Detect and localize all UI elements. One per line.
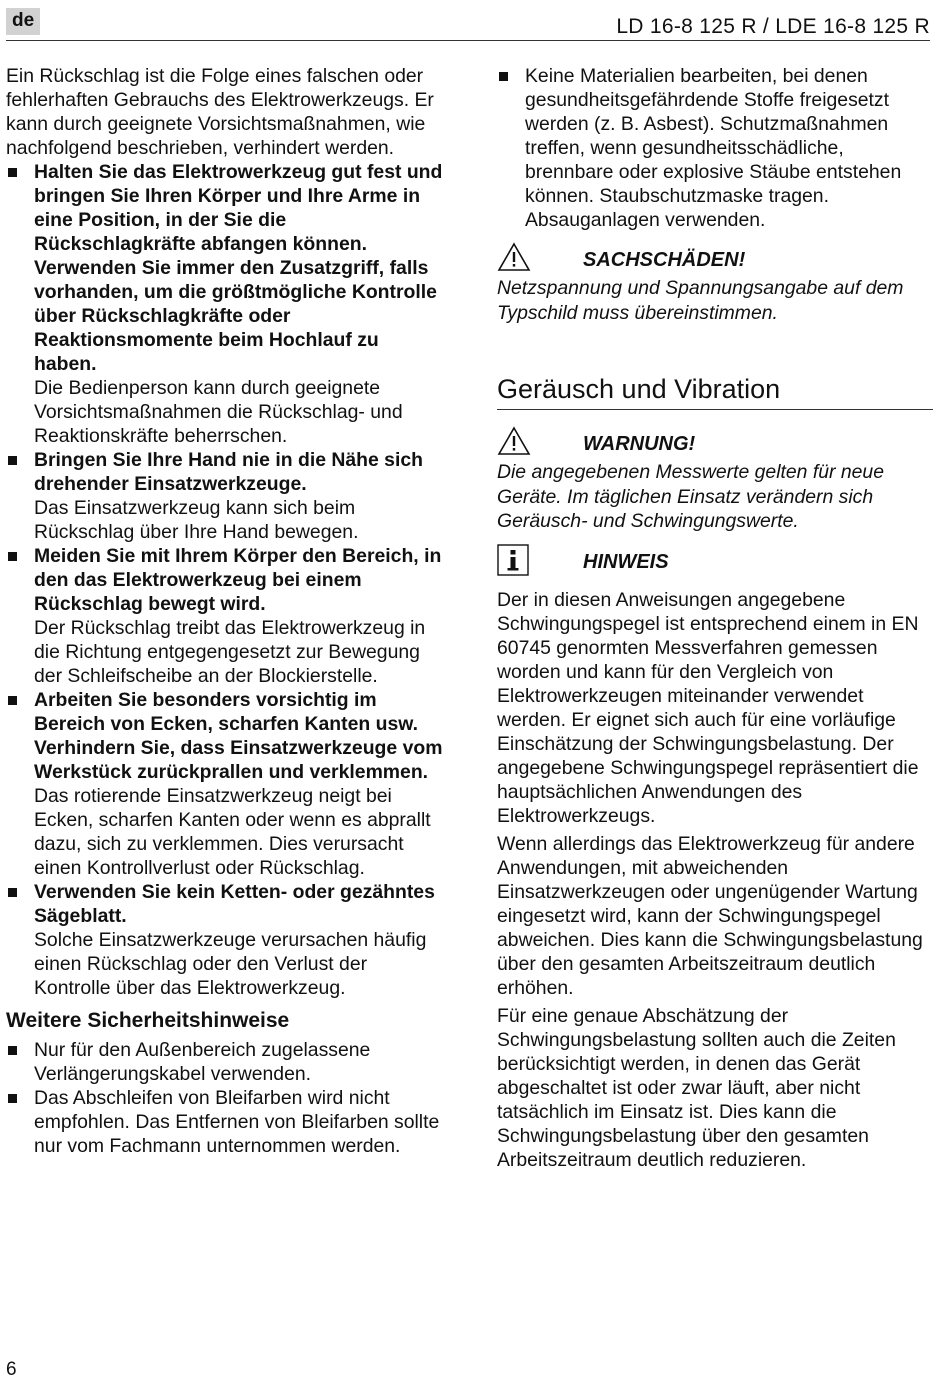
list-item <box>497 64 933 232</box>
item-bold: Halten Sie das Elektrowerkzeug gut fest und bringen Sie Ihren Körper und Ihre Arme in eine Position, in der Sie die Rückschlagkräfte abfangen können. Verwenden Sie immer den Zusatzgriff, falls vorhanden, um die größtmögliche Kontrolle über Rückschlagkräfte oder Reaktionsmomente beim Hochlauf zu haben. <box>34 161 443 375</box>
bullet-icon <box>499 72 508 81</box>
item-text: Keine Materialien bearbeiten, bei denen gesundheitsgefährdende Stoffe freigesetzt werden (z. B. Asbest). Schutzmaßnahmen treffen, wenn gesundheitsschädliche, brennbare oder explosive Stäube entstehen können. Staubschutzmaske tragen. Absauganlagen verwenden. <box>525 65 902 231</box>
section-heading: Weitere Sicherheitshinweise <box>6 1009 290 1032</box>
bullet-icon <box>8 888 17 897</box>
bullet-icon <box>8 1094 17 1103</box>
page-number: 6 <box>6 1359 17 1380</box>
list-item <box>6 688 446 880</box>
item-text: Das rotierende Einsatzwerkzeug neigt bei Ecken, scharfen Kanten oder wenn es abprallt dazu, sich zu verklemmen. Dies verursacht einen Kontrollverlust oder Rückschlag. <box>34 785 431 879</box>
warning-triangle-icon <box>497 242 531 272</box>
item-text: Die Bedienperson kann durch geeignete Vorsichtsmaßnahmen die Rückschlag- und Reaktionskräfte beherrschen. <box>34 377 403 447</box>
item-text: Der Rückschlag treibt das Elektrowerkzeug in die Richtung entgegengesetzt zur Bewegung der Schleifscheibe an der Blockierstelle. <box>34 617 426 687</box>
left-column <box>6 64 446 1158</box>
list-item <box>6 880 446 1000</box>
notice-text: Netzspannung und Spannungsangabe auf dem Typschild muss übereinstimmen. <box>497 277 904 324</box>
bullet-icon <box>8 1046 17 1055</box>
vibration-paragraph: Der in diesen Anweisungen angegebene Schwingungspegel ist entsprechend einem in EN 60745 genormten Messverfahren gemessen worden und kann für den Vergleich von Elektrowerkzeugen miteinander verwendet werden. Er eignet sich auch für eine vorläufige Einschätzung der Schwingungsbelastung. Der angegebene Schwingungspegel repräsentiert die hauptsächlichen Anwendungen des Elektrowerkzeugs. <box>497 588 919 827</box>
bullet-icon <box>8 552 17 561</box>
bullet-icon <box>8 696 17 705</box>
materials-list <box>497 64 933 232</box>
notice-property-damage <box>497 242 933 276</box>
section-heading: Geräusch und Vibration <box>497 373 933 410</box>
notice-title: WARNUNG! <box>583 433 696 455</box>
list-item <box>6 160 446 448</box>
item-bold: Verwenden Sie kein Ketten- oder gezähntes Sägeblatt. <box>34 881 435 927</box>
page-header <box>6 6 930 41</box>
list-item <box>6 1086 446 1158</box>
model-title: LD 16-8 125 R / LDE 16-8 125 R <box>616 15 930 38</box>
vibration-paragraph: Für eine genaue Abschätzung der Schwingungsbelastung sollten auch die Zeiten berücksichtigt werden, in denen das Gerät abgeschaltet ist oder zwar läuft, aber nicht tatsächlich im Einsatz ist. Dies kann die Schwingungsbelastung über den gesamten Arbeitszeitraum deutlich reduzieren. <box>497 1004 896 1171</box>
item-text: Das Abschleifen von Bleifarben wird nicht empfohlen. Das Entfernen von Bleifarben sollte nur vom Fachmann unternommen werden. <box>34 1087 440 1157</box>
notice-warning <box>497 426 933 460</box>
item-text: Solche Einsatzwerkzeuge verursachen häufig einen Rückschlag oder den Verlust der Kontrolle über das Elektrowerkzeug. <box>34 929 427 999</box>
right-column <box>497 64 933 1172</box>
safety-list <box>6 1038 446 1158</box>
intro-paragraph: Ein Rückschlag ist die Folge eines falschen oder fehlerhaften Gebrauchs des Elektrowerkzeugs. Er kann durch geeignete Vorsichtsmaßnahmen, wie nachfolgend beschrieben, verhindert werden. <box>6 65 434 159</box>
bullet-icon <box>8 168 17 177</box>
language-badge: de <box>6 8 40 35</box>
vibration-paragraph: Wenn allerdings das Elektrowerkzeug für andere Anwendungen, mit abweichenden Einsatzwerkzeugen oder ungenügender Wartung eingesetzt wird, kann der Schwingungspegel abweichen. Dies kann die Schwingungsbelastung über den gesamten Arbeitszeitraum deutlich erhöhen. <box>497 832 923 999</box>
item-bold: Bringen Sie Ihre Hand nie in die Nähe sich drehender Einsatzwerkzeuge. <box>34 449 423 495</box>
info-icon <box>497 544 529 576</box>
warning-triangle-icon <box>497 426 531 456</box>
list-item <box>6 1038 446 1086</box>
kickback-list <box>6 160 446 1000</box>
item-text: Das Einsatzwerkzeug kann sich beim Rückschlag über Ihre Hand bewegen. <box>34 497 359 543</box>
item-text: Nur für den Außenbereich zugelassene Verlängerungskabel verwenden. <box>34 1039 371 1085</box>
list-item <box>6 448 446 544</box>
item-bold: Meiden Sie mit Ihrem Körper den Bereich, in den das Elektrowerkzeug bei einem Rückschlag bewegt wird. <box>34 545 442 615</box>
list-item <box>6 544 446 688</box>
bullet-icon <box>8 456 17 465</box>
notice-title: SACHSCHÄDEN! <box>583 249 746 271</box>
item-bold: Arbeiten Sie besonders vorsichtig im Bereich von Ecken, scharfen Kanten usw. Verhindern Sie, dass Einsatzwerkzeuge vom Werkstück zurückprallen und verklemmen. <box>34 689 443 783</box>
notice-text: Die angegebenen Messwerte gelten für neue Geräte. Im täglichen Einsatz verändern sich Geräusch- und Schwingungswerte. <box>497 461 884 532</box>
notice-title: HINWEIS <box>583 550 669 573</box>
notice-info <box>497 544 933 578</box>
